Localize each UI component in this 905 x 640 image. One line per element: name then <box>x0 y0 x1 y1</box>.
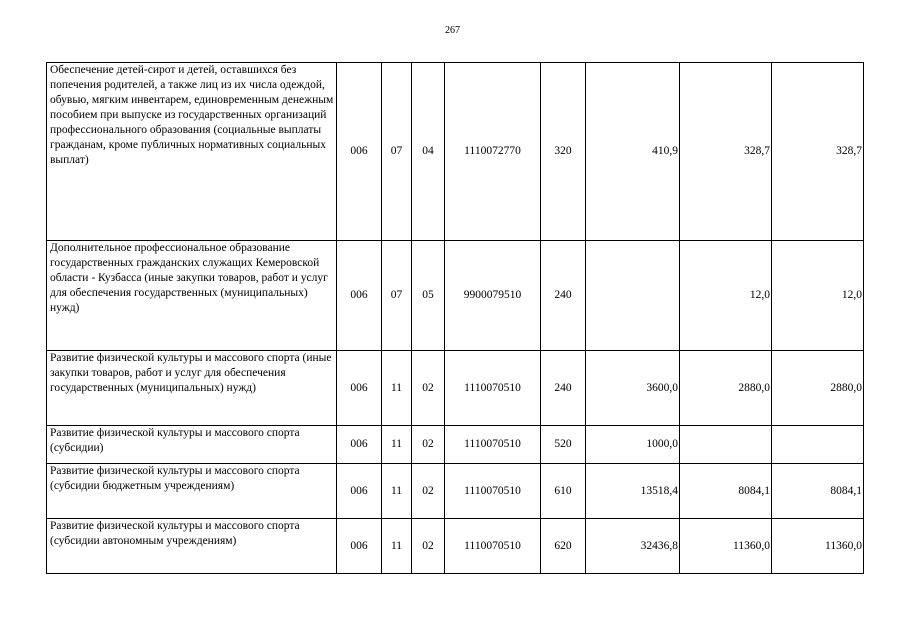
section-code: 07 <box>382 63 412 241</box>
row-description: Развитие физической культуры и массового спорта (субсидии автономным учреждениям) <box>47 519 337 574</box>
section-code: 11 <box>382 351 412 426</box>
ministry-code: 006 <box>337 241 382 351</box>
amount-year-3: 328,7 <box>772 63 864 241</box>
amount-year-1 <box>586 241 680 351</box>
amount-year-3: 11360,0 <box>772 519 864 574</box>
expense-type-code: 320 <box>541 63 586 241</box>
budget-table <box>46 62 864 574</box>
row-description: Развитие физической культуры и массового спорта (субсидии) <box>47 426 337 464</box>
subsection-code: 02 <box>412 464 445 519</box>
section-code: 11 <box>382 426 412 464</box>
ministry-code: 006 <box>337 351 382 426</box>
amount-year-1: 410,9 <box>586 63 680 241</box>
target-article-code: 1110070510 <box>445 351 541 426</box>
target-article-code: 1110070510 <box>445 519 541 574</box>
amount-year-3: 8084,1 <box>772 464 864 519</box>
subsection-code: 04 <box>412 63 445 241</box>
table-row <box>47 63 864 241</box>
table-row <box>47 464 864 519</box>
section-code: 11 <box>382 519 412 574</box>
row-description: Дополнительное профессиональное образование государственных гражданских служащих Кемеровской области - Кузбасса (иные закупки товаров, работ и услуг для обеспечения государственных (муниципальных) нужд) <box>47 241 337 351</box>
page-number: 267 <box>445 25 460 36</box>
subsection-code: 02 <box>412 426 445 464</box>
ministry-code: 006 <box>337 426 382 464</box>
amount-year-2: 11360,0 <box>680 519 772 574</box>
target-article-code: 1110070510 <box>445 464 541 519</box>
amount-year-1: 13518,4 <box>586 464 680 519</box>
amount-year-1: 3600,0 <box>586 351 680 426</box>
amount-year-3: 2880,0 <box>772 351 864 426</box>
amount-year-2: 12,0 <box>680 241 772 351</box>
amount-year-3 <box>772 426 864 464</box>
table-row <box>47 351 864 426</box>
amount-year-1: 32436,8 <box>586 519 680 574</box>
amount-year-2: 328,7 <box>680 63 772 241</box>
expense-type-code: 610 <box>541 464 586 519</box>
row-description: Развитие физической культуры и массового спорта (иные закупки товаров, работ и услуг для обеспечения государственных (муниципальных) нужд) <box>47 351 337 426</box>
subsection-code: 05 <box>412 241 445 351</box>
target-article-code: 9900079510 <box>445 241 541 351</box>
ministry-code: 006 <box>337 63 382 241</box>
table-row <box>47 426 864 464</box>
section-code: 07 <box>382 241 412 351</box>
amount-year-2 <box>680 426 772 464</box>
amount-year-2: 2880,0 <box>680 351 772 426</box>
amount-year-3: 12,0 <box>772 241 864 351</box>
amount-year-1: 1000,0 <box>586 426 680 464</box>
expense-type-code: 240 <box>541 241 586 351</box>
target-article-code: 1110072770 <box>445 63 541 241</box>
section-code: 11 <box>382 464 412 519</box>
ministry-code: 006 <box>337 519 382 574</box>
amount-year-2: 8084,1 <box>680 464 772 519</box>
subsection-code: 02 <box>412 351 445 426</box>
expense-type-code: 520 <box>541 426 586 464</box>
row-description: Развитие физической культуры и массового спорта (субсидии бюджетным учреждениям) <box>47 464 337 519</box>
target-article-code: 1110070510 <box>445 426 541 464</box>
expense-type-code: 240 <box>541 351 586 426</box>
row-description: Обеспечение детей-сирот и детей, оставшихся без попечения родителей, а также лиц из их числа одеждой, обувью, мягким инвентарем, единовременным денежным пособием при выпуске из государственных организаций профессионального образования (социальные выплаты гражданам, кроме публичных нормативных социальных выплат) <box>47 63 337 241</box>
ministry-code: 006 <box>337 464 382 519</box>
table-row <box>47 241 864 351</box>
expense-type-code: 620 <box>541 519 586 574</box>
table-row <box>47 519 864 574</box>
subsection-code: 02 <box>412 519 445 574</box>
